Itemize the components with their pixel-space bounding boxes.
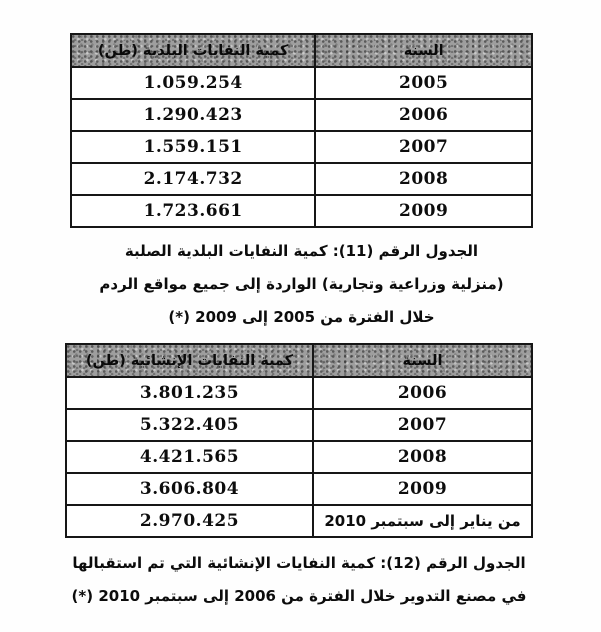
table-row [71,131,532,163]
quantity-cell: 4.421.565 [66,441,313,473]
year-column-header: السنة [313,344,532,377]
municipal-waste-table [70,33,533,228]
quantity-cell: 1.559.151 [71,131,315,163]
year-column-header: السنة [315,34,532,67]
caption-line: الجدول الرقم (12): كمية النفايات الإنشائية التي تم استقبالها [72,554,526,572]
quantity-cell: 1.059.254 [71,67,315,99]
table-header-row [71,34,532,67]
year-cell: 2007 [315,131,532,163]
construction-waste-table [65,343,533,538]
year-cell: 2009 [315,195,532,227]
table-row [71,99,532,131]
quantity-cell: 5.322.405 [66,409,313,441]
caption-line: الجدول الرقم (11): كمية النفايات البلدية الصلبة [124,242,479,260]
year-cell: 2008 [313,441,532,473]
year-cell: 2006 [315,99,532,131]
year-cell: 2006 [313,377,532,409]
quantity-column-header: كمية النفايات البلدية (طن) [71,34,315,67]
period-cell: من يناير إلى سبتمبر 2010 [313,505,532,537]
municipal-waste-table-caption [70,235,533,334]
table-row [66,409,532,441]
caption-line: خلال الفترة من 2005 إلى 2009 (*) [168,308,435,326]
construction-waste-table-caption [65,547,533,613]
year-cell: 2008 [315,163,532,195]
caption-line: (منزلية وزراعية وتجارية) الواردة إلى جميع مواقع الردم [99,275,504,293]
table-row [66,505,532,537]
quantity-cell: 3.606.804 [66,473,313,505]
year-cell: 2009 [313,473,532,505]
quantity-cell: 2.174.732 [71,163,315,195]
table-row [71,163,532,195]
table-row [66,441,532,473]
year-cell: 2007 [313,409,532,441]
table-row [66,377,532,409]
quantity-cell: 1.723.661 [71,195,315,227]
table-header-row [66,344,532,377]
year-cell: 2005 [315,67,532,99]
quantity-cell: 3.801.235 [66,377,313,409]
table-row [71,195,532,227]
table-row [71,67,532,99]
quantity-column-header: كمية النفايات الإنشائية (طن) [66,344,313,377]
quantity-cell: 2.970.425 [66,505,313,537]
caption-line: في مصنع التدوير خلال الفترة من 2006 إلى سبتمبر 2010 (*) [71,587,527,605]
table-row [66,473,532,505]
quantity-cell: 1.290.423 [71,99,315,131]
